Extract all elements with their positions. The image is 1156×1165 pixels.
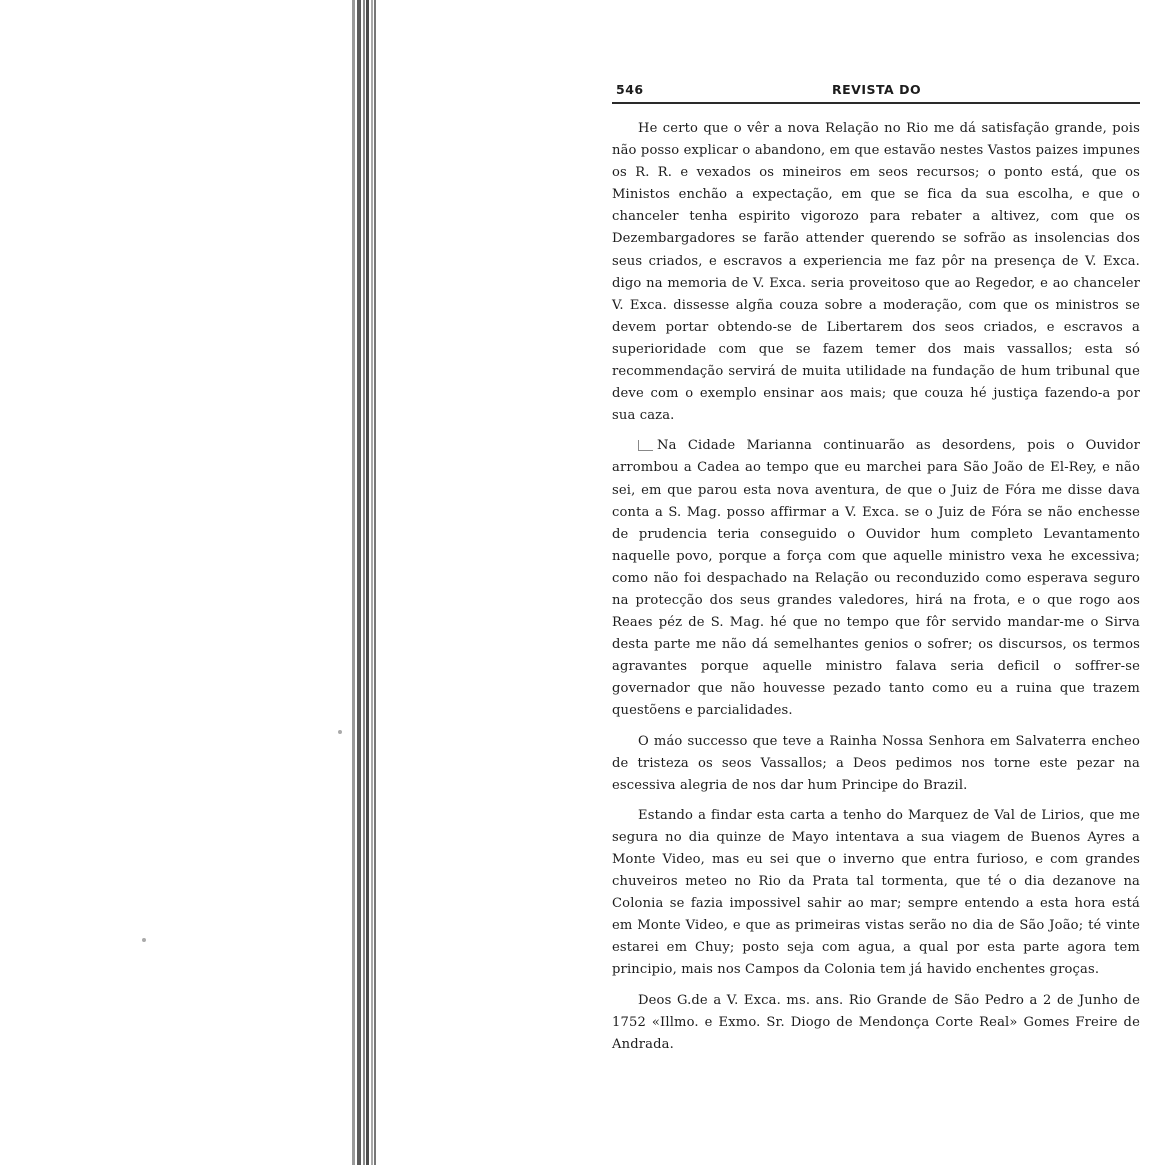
paragraph-2 (612, 435, 1140, 722)
running-title: REVISTA DO (832, 82, 922, 97)
paragraph-3: O máo successo que teve a Rainha Nossa Senhora em Salvaterra encheo de tristeza os seos Vassallos; a Deos pedimos nos torne este pezar na escessiva alegria de nos dar hum Principe do Brazil. (612, 733, 1140, 793)
book-gutter (330, 0, 390, 1165)
page-number: 546 (616, 82, 644, 97)
paper-speck (142, 938, 146, 942)
paper-speck (338, 730, 342, 734)
gutter-line (357, 0, 361, 1165)
paragraph-5: Deos G.de a V. Exca. ms. ans. Rio Grande de São Pedro a 2 de Junho de 1752 «Illmo. e Exmo. Sr. Diogo de Mendonça Corte Real» Gomes Freire de Andrada. (612, 992, 1140, 1052)
paragraph-4: Estando a findar esta carta a tenho do Marquez de Val de Lirios, que me segura no dia quinze de Mayo intentava a sua viagem de Buenos Ayres a Monte Video, mas eu sei que o inverno que entra furioso, e com grandes chuveiros meteo no Rio da Prata tal tormenta, que té o dia dezanove na Colonia se fazia impossivel sahir ao mar; sempre entendo a esta hora está em Monte Video, e que as primeiras vistas serão no dia de São João; té vinte estarei em Chuy; posto seja com agua, a qual por esta parte agora tem principio, mais nos Campos da Colonia tem já havido enchentes groças. (612, 807, 1140, 978)
book-page (612, 78, 1140, 1064)
gutter-line (366, 0, 369, 1165)
gutter-line (352, 0, 355, 1165)
gutter-line (374, 0, 376, 1165)
paragraph-1: He certo que o vêr a nova Relação no Rio me dá satisfação grande, pois não posso explicar o abandono, em que estavão nestes Vastos paizes impunes os R. R. e vexados os mineiros em seos recursos; o ponto está, que os Ministos enchão a expectação, em que se fica da sua escolha, e que o chanceler tenha espirito vigorozo para rebater a altivez, com que os Dezembargadores se farão attender querendo se sofrão as insolencias dos seus criados, e escravos a experiencia me faz pôr na presença de V. Exca. digo na memoria de V. Exca. seria proveitoso que ao Regedor, e ao chanceler V. Exca. dissesse algña couza sobre a moderação, com que os ministros se devem portar obtendo-se de Libertarem dos seos criados, e escravos a superioridade com que se fazem temer dos mais vassallos; esta só recommendação servirá de muita utilidade na fundação de hum tribunal que deve com o exemplo ensinar aos mais; que couza hé justiça fazendo-a por sua caza. (612, 121, 1140, 424)
paragraph-2-text: Na Cidade Marianna continuarão as desordens, pois o Ouvidor arrombou a Cadea ao tempo que eu marchei para São João de El-Rey, e não sei, em que parou esta nova aventura, de que o Juiz de Fóra me disse dava conta a S. Mag. posso affirmar a V. Exca. se o Juiz de Fóra se não enchesse de prudencia teria conseguido o Ouvidor hum completo Levantamento naquelle povo, porque a força com que aquelle ministro vexa he excessiva; como não foi despachado na Relação ou reconduzido como esperava seguro na protecção dos seus grandes valedores, hirá na frota, e o que rogo aos Reaes péz de S. Mag. hé que no tempo que fôr servido mandar-me o Sirva desta parte me não dá semelhantes genios o sofrer; os discursos, os termos agravantes porque aquelle ministro falava seria deficil o soffrer-se governador que não houvesse pezado tanto como eu a ruina que trazem questõens e parcialidades. (612, 438, 1140, 719)
margin-mark-icon (638, 440, 653, 451)
page-header (612, 78, 1140, 102)
gutter-line (363, 0, 365, 1165)
header-rule (612, 102, 1140, 104)
gutter-line (371, 0, 373, 1165)
